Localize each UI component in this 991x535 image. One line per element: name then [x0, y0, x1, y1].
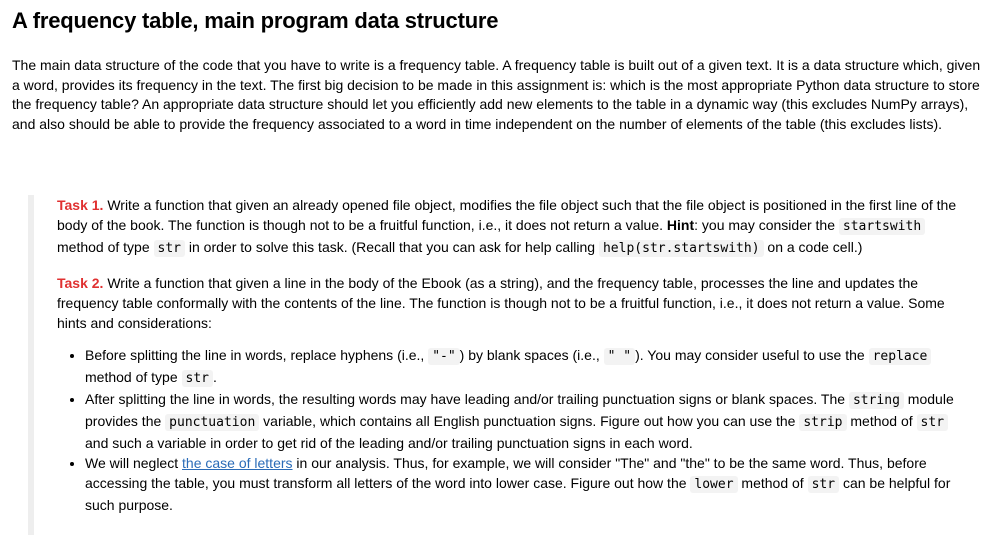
tasks-blockquote	[28, 195, 968, 535]
code-string: string	[849, 392, 904, 409]
code-punctuation: punctuation	[165, 414, 259, 431]
notebook-cell	[12, 0, 984, 134]
code-str: str	[917, 414, 948, 431]
code-replace: replace	[869, 348, 932, 365]
case-of-letters-link[interactable]: the case of letters	[182, 455, 293, 471]
intro-paragraph: The main data structure of the code that you have to write is a frequency table. A frequency table is built out of a given text. It is a data structure which, given a word, provides its frequency in the text. The first big decision to be made in this assignment is: which is the most appropriate Python data structure to store the frequency table? An appropriate data structure should let you efficiently add new elements to the table in a dynamic way (this excludes NumPy arrays), and also should be able to provide the frequency associated to a word in time independent on the number of elements of the table (this excludes lists).	[12, 57, 981, 132]
bullet-text: module provides the	[85, 391, 954, 429]
bullet-text: can be helpful for such purpose.	[85, 475, 951, 513]
bullet-text: .	[213, 369, 217, 385]
section-heading: A frequency table, main program data structure	[12, 8, 499, 33]
list-item	[85, 345, 968, 389]
code-lower: lower	[690, 476, 737, 493]
hint-label: Hint	[666, 217, 695, 233]
bullet-text: After splitting the line in words, the resulting words may have leading and/or trailing punctuation signs or blank spaces. The	[85, 391, 849, 407]
task-1-text-d: in order to solve this task. (Recall that you can ask for help calling	[185, 239, 599, 255]
code-str: str	[808, 476, 839, 493]
bullet-text: ) by blank spaces (i.e.,	[459, 347, 604, 363]
bullet-text: Before splitting the line in words, replace hyphens (i.e.,	[85, 347, 429, 363]
task-2-text: Write a function that given a line in the body of the Ebook (as a string), and the frequency table, processes the line and updates the frequency table conformally with the contents of the line. The function is though not to be a fruitful function, i.e., it does not return a value. Some hints and considerations:	[57, 275, 945, 331]
list-item	[85, 453, 968, 515]
bullet-text: ). You may consider useful to use the	[635, 347, 869, 363]
task-2	[57, 273, 968, 333]
bullet-text: variable, which contains all English punctuation signs. Figure out how you can use the	[259, 413, 800, 429]
code-str: str	[154, 240, 185, 257]
task-1-text-c: method of type	[57, 239, 154, 255]
task-1-label: Task 1.	[57, 197, 104, 213]
bullet-text: method of	[737, 475, 808, 491]
code-strip: strip	[799, 414, 846, 431]
bullet-text: We will neglect	[85, 455, 183, 471]
code-hyphen: "-"	[428, 348, 459, 365]
code-space: " "	[604, 348, 635, 365]
bullet-text: method of type	[85, 369, 182, 385]
code-str: str	[182, 370, 213, 387]
bullet-text: in our analysis. Thus, for example, we will consider "The" and "the" to be the same word. Thus, before accessing the table, you must transform all letters of the word into lower case. Figure out how the	[85, 455, 927, 491]
bullet-text: method of	[846, 413, 917, 429]
list-item	[85, 389, 968, 453]
task-1-text-b: : you may consider the	[694, 217, 839, 233]
hints-list	[57, 345, 968, 515]
task-1-text-e: on a code cell.)	[763, 239, 863, 255]
task-2-label: Task 2.	[57, 275, 104, 291]
code-help: help(str.startswith)	[599, 240, 764, 257]
task-1	[57, 195, 968, 259]
bullet-text: and such a variable in order to get rid of the leading and/or trailing punctuation signs in each word.	[85, 435, 693, 451]
code-startswith: startswith	[839, 218, 925, 235]
task-1-text: Write a function that given an already opened file object, modifies the file object such that the file object is positioned in the first line of the body of the book. The function is though not to be a fruitful function, i.e., it does not return a value.	[57, 197, 957, 233]
